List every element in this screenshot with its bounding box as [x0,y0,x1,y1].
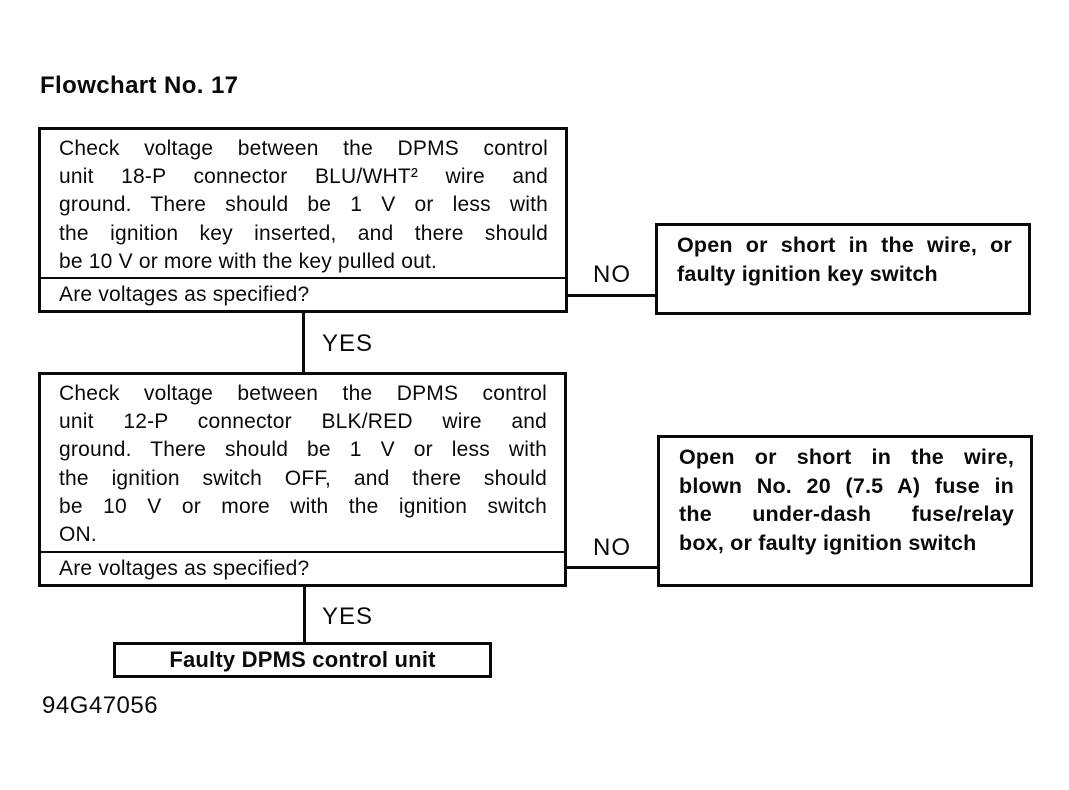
text-line: Check voltage between the DPMS control [59,137,548,160]
step2-instructions [41,375,564,551]
step2-no-result-box [657,435,1033,587]
text-line: the under-dash fuse/relay [679,502,1014,527]
text-line: ground. There should be 1 V or less with [59,438,547,462]
step1-yes-connector-line [302,313,305,372]
step2-check-box [38,372,567,587]
step1-question [41,277,565,310]
text-line: faulty ignition key switch [677,261,938,286]
step1-no-connector-line [568,294,656,297]
text-line: box, or faulty ignition switch [679,530,977,555]
step1-yes-label: YES [322,330,374,357]
step2-question [41,551,564,584]
text-line: blown No. 20 (7.5 A) fuse in [679,473,1014,498]
text-line: ground. There should be 1 V or less with [59,193,548,217]
text-line: the ignition switch OFF, and there should [59,466,547,490]
step1-no-result-box [655,223,1031,315]
text-line: be 10 V or more with the ignition switch [59,494,547,518]
text-line: unit 18-P connector BLU/WHT² wire and [59,165,548,189]
step2-yes-connector-line [303,587,306,642]
text-line: the ignition key inserted, and there should [59,221,548,245]
text-line: Open or short in the wire, or [677,233,1012,257]
step1-instructions [41,130,565,277]
page-title: Flowchart No. 17 [40,72,239,99]
step2-yes-label: YES [322,603,374,630]
step1-no-label: NO [593,261,631,288]
text-line: Check voltage between the DPMS control [59,382,547,405]
text-line: unit 12-P connector BLK/RED wire and [59,410,547,434]
text-line: be 10 V or more with the key pulled out. [59,249,438,273]
text-line: ON. [59,523,97,547]
final-result-box: Faulty DPMS control unit [113,642,492,678]
step2-no-connector-line [567,566,657,569]
step1-check-box [38,127,568,313]
step1-question-text: Are voltages as specified? [59,282,310,306]
figure-code: 94G47056 [42,692,159,719]
step2-no-label: NO [593,534,631,561]
text-line: Open or short in the wire, [679,445,1014,469]
step2-question-text: Are voltages as specified? [59,556,310,580]
